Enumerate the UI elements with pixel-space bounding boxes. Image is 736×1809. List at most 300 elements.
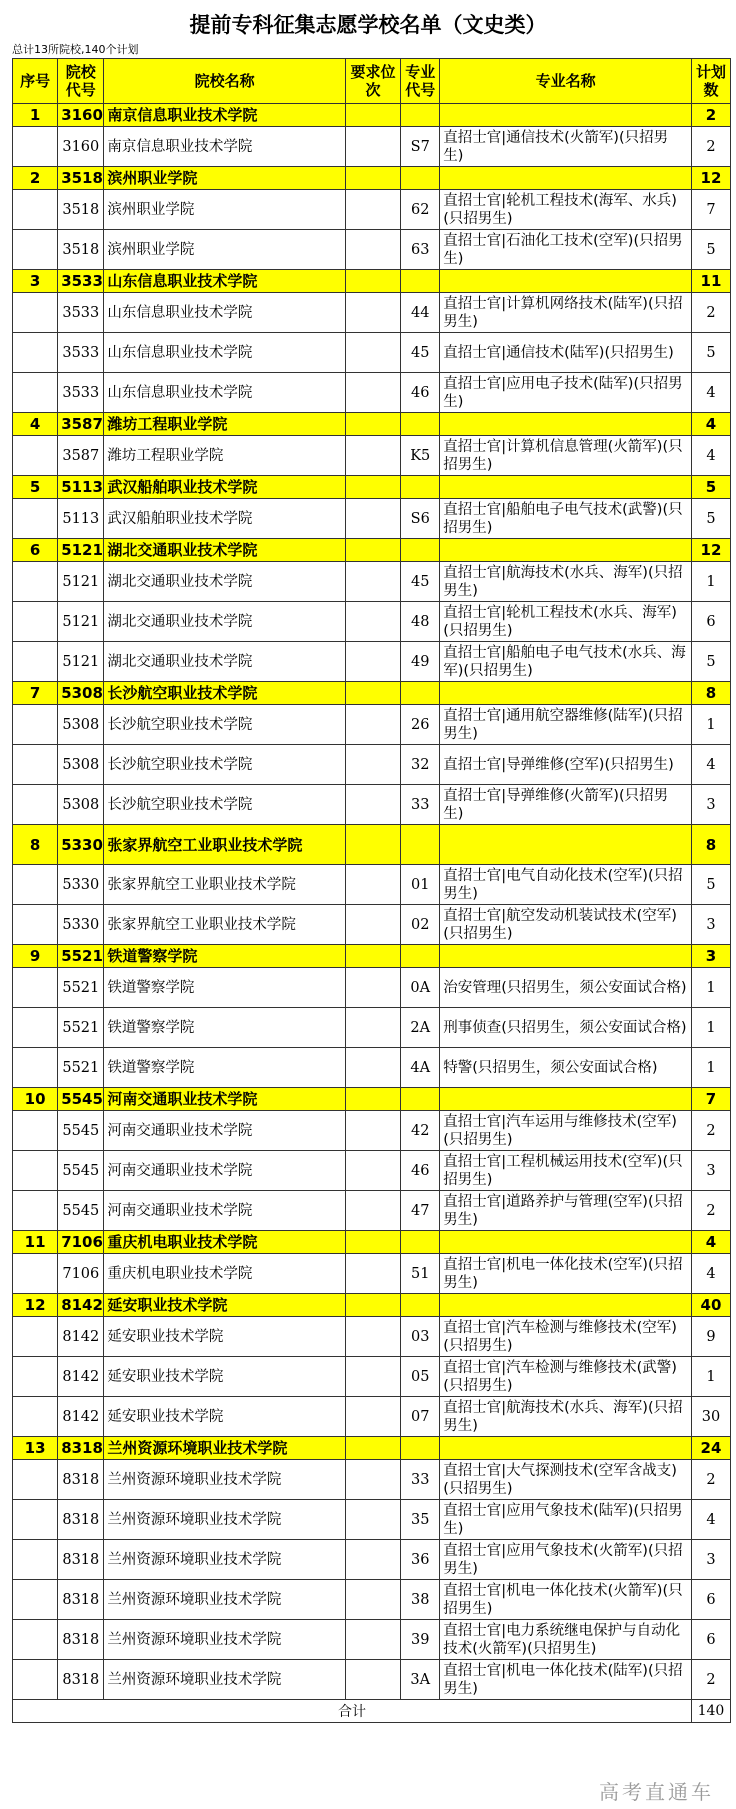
major-code: 33	[401, 785, 440, 825]
major-name: 直招士官|轮机工程技术(海军、水兵)(只招男生)	[440, 190, 692, 230]
major-code: K5	[401, 436, 440, 476]
school-row	[13, 1088, 731, 1111]
major-school-name: 潍坊工程职业学院	[104, 436, 345, 476]
major-name: 直招士官|机电一体化技术(空军)(只招男生)	[440, 1254, 692, 1294]
school-rank	[345, 413, 400, 436]
watermark-logo: 高考直通车	[599, 1780, 714, 1804]
school-rank	[345, 682, 400, 705]
major-school-name: 兰州资源环境职业技术学院	[104, 1540, 345, 1580]
major-school-name: 兰州资源环境职业技术学院	[104, 1460, 345, 1500]
school-plan: 8	[691, 682, 730, 705]
major-school-name: 湖北交通职业技术学院	[104, 562, 345, 602]
header-plan: 计划数	[691, 59, 730, 104]
major-seq	[13, 1357, 58, 1397]
school-rank	[345, 167, 400, 190]
school-major-name	[440, 682, 692, 705]
major-row	[13, 1317, 731, 1357]
major-seq	[13, 293, 58, 333]
major-code: 0A	[401, 968, 440, 1008]
school-major-code	[401, 270, 440, 293]
major-plan: 1	[691, 968, 730, 1008]
major-name: 直招士官|通信技术(陆军)(只招男生)	[440, 333, 692, 373]
major-seq	[13, 1397, 58, 1437]
school-major-code	[401, 413, 440, 436]
major-name: 直招士官|导弹维修(火箭军)(只招男生)	[440, 785, 692, 825]
major-plan: 4	[691, 745, 730, 785]
major-school-name: 山东信息职业技术学院	[104, 373, 345, 413]
major-rank	[345, 1317, 400, 1357]
school-code: 7106	[58, 1231, 104, 1254]
major-rank	[345, 705, 400, 745]
school-row	[13, 945, 731, 968]
school-name: 南京信息职业技术学院	[104, 104, 345, 127]
major-code: 45	[401, 562, 440, 602]
major-name: 直招士官|导弹维修(空军)(只招男生)	[440, 745, 692, 785]
school-plan: 8	[691, 825, 730, 865]
major-school-code: 7106	[58, 1254, 104, 1294]
major-code: 2A	[401, 1008, 440, 1048]
school-major-code	[401, 682, 440, 705]
major-plan: 3	[691, 1151, 730, 1191]
major-seq	[13, 905, 58, 945]
major-school-code: 8318	[58, 1540, 104, 1580]
major-seq	[13, 1540, 58, 1580]
major-row	[13, 333, 731, 373]
school-code: 3160	[58, 104, 104, 127]
major-school-name: 滨州职业学院	[104, 230, 345, 270]
major-code: 36	[401, 1540, 440, 1580]
major-code: S6	[401, 499, 440, 539]
major-rank	[345, 436, 400, 476]
major-school-code: 5521	[58, 968, 104, 1008]
school-seq: 11	[13, 1231, 58, 1254]
school-plan: 12	[691, 167, 730, 190]
major-name: 直招士官|应用气象技术(火箭军)(只招男生)	[440, 1540, 692, 1580]
major-name: 直招士官|机电一体化技术(火箭军)(只招男生)	[440, 1580, 692, 1620]
major-row	[13, 499, 731, 539]
major-plan: 7	[691, 190, 730, 230]
major-row	[13, 905, 731, 945]
major-plan: 5	[691, 865, 730, 905]
major-plan: 4	[691, 1254, 730, 1294]
major-plan: 1	[691, 1008, 730, 1048]
major-seq	[13, 1580, 58, 1620]
major-name: 直招士官|航海技术(水兵、海军)(只招男生)	[440, 1397, 692, 1437]
school-plan: 12	[691, 539, 730, 562]
major-row	[13, 1620, 731, 1660]
major-code: 63	[401, 230, 440, 270]
school-seq: 5	[13, 476, 58, 499]
major-school-code: 8318	[58, 1460, 104, 1500]
major-plan: 3	[691, 905, 730, 945]
major-code: S7	[401, 127, 440, 167]
school-major-name	[440, 1231, 692, 1254]
major-seq	[13, 1660, 58, 1700]
school-major-code	[401, 825, 440, 865]
major-school-code: 5121	[58, 602, 104, 642]
major-code: 48	[401, 602, 440, 642]
major-rank	[345, 602, 400, 642]
major-seq	[13, 705, 58, 745]
major-school-name: 延安职业技术学院	[104, 1357, 345, 1397]
major-school-code: 5521	[58, 1048, 104, 1088]
school-major-name	[440, 1437, 692, 1460]
major-rank	[345, 1048, 400, 1088]
major-school-name: 山东信息职业技术学院	[104, 333, 345, 373]
major-code: 01	[401, 865, 440, 905]
header-rank: 要求位次	[345, 59, 400, 104]
major-school-name: 兰州资源环境职业技术学院	[104, 1580, 345, 1620]
major-school-name: 山东信息职业技术学院	[104, 293, 345, 333]
school-code: 5121	[58, 539, 104, 562]
major-plan: 30	[691, 1397, 730, 1437]
major-seq	[13, 1008, 58, 1048]
school-code: 8142	[58, 1294, 104, 1317]
school-name: 滨州职业学院	[104, 167, 345, 190]
major-school-code: 5121	[58, 642, 104, 682]
major-plan: 6	[691, 1620, 730, 1660]
school-rank	[345, 104, 400, 127]
major-row	[13, 1048, 731, 1088]
major-code: 35	[401, 1500, 440, 1540]
school-plan: 3	[691, 945, 730, 968]
major-rank	[345, 1111, 400, 1151]
major-plan: 2	[691, 1460, 730, 1500]
major-school-name: 延安职业技术学院	[104, 1397, 345, 1437]
school-major-name	[440, 104, 692, 127]
major-code: 46	[401, 1151, 440, 1191]
major-seq	[13, 1048, 58, 1088]
school-rank	[345, 1088, 400, 1111]
school-rank	[345, 270, 400, 293]
school-major-code	[401, 167, 440, 190]
major-rank	[345, 1580, 400, 1620]
major-rank	[345, 562, 400, 602]
major-school-name: 长沙航空职业技术学院	[104, 785, 345, 825]
major-name: 直招士官|汽车运用与维修技术(空军)(只招男生)	[440, 1111, 692, 1151]
major-school-name: 重庆机电职业技术学院	[104, 1254, 345, 1294]
school-name: 潍坊工程职业学院	[104, 413, 345, 436]
school-major-name	[440, 413, 692, 436]
major-plan: 4	[691, 1500, 730, 1540]
school-code: 3587	[58, 413, 104, 436]
major-school-code: 8142	[58, 1397, 104, 1437]
major-seq	[13, 190, 58, 230]
major-rank	[345, 1008, 400, 1048]
major-row	[13, 436, 731, 476]
school-major-code	[401, 476, 440, 499]
table-body	[13, 104, 731, 1700]
major-name: 直招士官|船舶电子电气技术(水兵、海军)(只招男生)	[440, 642, 692, 682]
major-school-name: 滨州职业学院	[104, 190, 345, 230]
school-seq: 8	[13, 825, 58, 865]
major-name: 直招士官|石油化工技术(空军)(只招男生)	[440, 230, 692, 270]
table-header-row	[13, 59, 731, 104]
major-rank	[345, 499, 400, 539]
school-major-code	[401, 1437, 440, 1460]
school-row	[13, 1294, 731, 1317]
major-seq	[13, 785, 58, 825]
school-name: 武汉船舶职业技术学院	[104, 476, 345, 499]
major-name: 治安管理(只招男生，须公安面试合格)	[440, 968, 692, 1008]
major-name: 直招士官|通用航空器维修(陆军)(只招男生)	[440, 705, 692, 745]
major-code: 46	[401, 373, 440, 413]
major-seq	[13, 1500, 58, 1540]
school-code: 3533	[58, 270, 104, 293]
school-seq: 7	[13, 682, 58, 705]
major-school-code: 3533	[58, 373, 104, 413]
major-name: 直招士官|工程机械运用技术(空军)(只招男生)	[440, 1151, 692, 1191]
school-plan: 4	[691, 1231, 730, 1254]
major-rank	[345, 865, 400, 905]
school-major-code	[401, 104, 440, 127]
major-row	[13, 1460, 731, 1500]
major-code: 02	[401, 905, 440, 945]
major-name: 直招士官|大气探测技术(空军含战支)(只招男生)	[440, 1460, 692, 1500]
major-plan: 1	[691, 705, 730, 745]
header-school-code: 院校代号	[58, 59, 104, 104]
total-plan: 140	[691, 1700, 730, 1723]
total-row	[13, 1700, 731, 1723]
major-row	[13, 1540, 731, 1580]
major-row	[13, 127, 731, 167]
major-row	[13, 642, 731, 682]
major-school-code: 5113	[58, 499, 104, 539]
major-seq	[13, 1191, 58, 1231]
school-row	[13, 1437, 731, 1460]
major-row	[13, 1151, 731, 1191]
school-row	[13, 682, 731, 705]
major-plan: 2	[691, 1660, 730, 1700]
major-rank	[345, 373, 400, 413]
major-seq	[13, 642, 58, 682]
major-plan: 4	[691, 436, 730, 476]
major-seq	[13, 1151, 58, 1191]
major-name: 直招士官|轮机工程技术(水兵、海军)(只招男生)	[440, 602, 692, 642]
school-table	[12, 58, 731, 1723]
school-rank	[345, 476, 400, 499]
major-plan: 2	[691, 127, 730, 167]
major-rank	[345, 293, 400, 333]
school-name: 山东信息职业技术学院	[104, 270, 345, 293]
major-school-name: 张家界航空工业职业技术学院	[104, 865, 345, 905]
major-seq	[13, 499, 58, 539]
school-plan: 11	[691, 270, 730, 293]
school-plan: 5	[691, 476, 730, 499]
school-seq: 10	[13, 1088, 58, 1111]
major-name: 直招士官|电力系统继电保护与自动化技术(火箭军)(只招男生)	[440, 1620, 692, 1660]
major-rank	[345, 785, 400, 825]
major-plan: 3	[691, 785, 730, 825]
school-rank	[345, 1437, 400, 1460]
major-school-name: 河南交通职业技术学院	[104, 1111, 345, 1151]
major-school-name: 长沙航空职业技术学院	[104, 705, 345, 745]
school-row	[13, 167, 731, 190]
major-plan: 5	[691, 333, 730, 373]
major-rank	[345, 642, 400, 682]
major-row	[13, 1580, 731, 1620]
school-major-name	[440, 825, 692, 865]
major-plan: 1	[691, 1048, 730, 1088]
major-rank	[345, 1397, 400, 1437]
school-name: 湖北交通职业技术学院	[104, 539, 345, 562]
school-major-name	[440, 167, 692, 190]
major-name: 直招士官|航海技术(水兵、海军)(只招男生)	[440, 562, 692, 602]
major-rank	[345, 905, 400, 945]
major-row	[13, 745, 731, 785]
major-school-code: 5545	[58, 1151, 104, 1191]
major-code: 62	[401, 190, 440, 230]
major-school-code: 3518	[58, 230, 104, 270]
major-code: 05	[401, 1357, 440, 1397]
school-major-code	[401, 1088, 440, 1111]
major-name: 直招士官|机电一体化技术(陆军)(只招男生)	[440, 1660, 692, 1700]
school-major-name	[440, 476, 692, 499]
school-code: 5545	[58, 1088, 104, 1111]
school-major-code	[401, 1294, 440, 1317]
school-code: 3518	[58, 167, 104, 190]
major-plan: 5	[691, 230, 730, 270]
school-rank	[345, 945, 400, 968]
major-rank	[345, 968, 400, 1008]
school-rank	[345, 539, 400, 562]
major-name: 直招士官|计算机网络技术(陆军)(只招男生)	[440, 293, 692, 333]
major-school-name: 湖北交通职业技术学院	[104, 602, 345, 642]
major-plan: 5	[691, 499, 730, 539]
major-code: 45	[401, 333, 440, 373]
major-name: 直招士官|汽车检测与维修技术(武警)(只招男生)	[440, 1357, 692, 1397]
major-row	[13, 230, 731, 270]
major-school-code: 5308	[58, 705, 104, 745]
school-major-name	[440, 945, 692, 968]
major-school-code: 5308	[58, 745, 104, 785]
school-seq: 12	[13, 1294, 58, 1317]
school-rank	[345, 825, 400, 865]
major-school-code: 8142	[58, 1317, 104, 1357]
major-rank	[345, 1151, 400, 1191]
major-name: 直招士官|应用电子技术(陆军)(只招男生)	[440, 373, 692, 413]
major-row	[13, 190, 731, 230]
major-code: 39	[401, 1620, 440, 1660]
school-name: 张家界航空工业职业技术学院	[104, 825, 345, 865]
major-row	[13, 1111, 731, 1151]
major-seq	[13, 1254, 58, 1294]
page-title: 提前专科征集志愿学校名单（文史类）	[189, 13, 547, 37]
school-row	[13, 825, 731, 865]
school-name: 河南交通职业技术学院	[104, 1088, 345, 1111]
major-seq	[13, 1460, 58, 1500]
school-plan: 24	[691, 1437, 730, 1460]
major-name: 直招士官|计算机信息管理(火箭军)(只招男生)	[440, 436, 692, 476]
school-name: 延安职业技术学院	[104, 1294, 345, 1317]
major-plan: 9	[691, 1317, 730, 1357]
major-school-code: 5308	[58, 785, 104, 825]
school-name: 铁道警察学院	[104, 945, 345, 968]
header-major-code: 专业代号	[401, 59, 440, 104]
major-school-name: 铁道警察学院	[104, 1008, 345, 1048]
major-school-name: 张家界航空工业职业技术学院	[104, 905, 345, 945]
school-row	[13, 476, 731, 499]
major-school-name: 兰州资源环境职业技术学院	[104, 1500, 345, 1540]
school-plan: 7	[691, 1088, 730, 1111]
major-name: 直招士官|通信技术(火箭军)(只招男生)	[440, 127, 692, 167]
school-major-code	[401, 945, 440, 968]
major-rank	[345, 1460, 400, 1500]
major-code: 44	[401, 293, 440, 333]
major-school-code: 3518	[58, 190, 104, 230]
major-seq	[13, 865, 58, 905]
major-school-code: 3533	[58, 333, 104, 373]
major-plan: 1	[691, 562, 730, 602]
major-school-code: 5521	[58, 1008, 104, 1048]
major-name: 直招士官|道路养护与管理(空军)(只招男生)	[440, 1191, 692, 1231]
major-code: 42	[401, 1111, 440, 1151]
school-code: 8318	[58, 1437, 104, 1460]
summary-text: 总计13所院校,140个计划	[12, 43, 139, 56]
school-seq: 3	[13, 270, 58, 293]
major-row	[13, 1397, 731, 1437]
major-rank	[345, 1660, 400, 1700]
school-seq: 4	[13, 413, 58, 436]
major-school-name: 河南交通职业技术学院	[104, 1191, 345, 1231]
school-major-name	[440, 1088, 692, 1111]
major-code: 32	[401, 745, 440, 785]
school-code: 5521	[58, 945, 104, 968]
major-seq	[13, 1317, 58, 1357]
school-major-name	[440, 1294, 692, 1317]
total-label: 合计	[13, 1700, 692, 1723]
major-school-name: 兰州资源环境职业技术学院	[104, 1660, 345, 1700]
major-seq	[13, 436, 58, 476]
major-rank	[345, 1500, 400, 1540]
major-plan: 6	[691, 602, 730, 642]
major-row	[13, 968, 731, 1008]
school-plan: 4	[691, 413, 730, 436]
major-row	[13, 1660, 731, 1700]
school-name: 长沙航空职业技术学院	[104, 682, 345, 705]
major-name: 直招士官|电气自动化技术(空军)(只招男生)	[440, 865, 692, 905]
major-school-code: 5330	[58, 865, 104, 905]
major-row	[13, 293, 731, 333]
school-seq: 13	[13, 1437, 58, 1460]
major-row	[13, 705, 731, 745]
major-seq	[13, 230, 58, 270]
major-row	[13, 1500, 731, 1540]
major-school-name: 延安职业技术学院	[104, 1317, 345, 1357]
major-school-name: 武汉船舶职业技术学院	[104, 499, 345, 539]
major-row	[13, 865, 731, 905]
school-rank	[345, 1294, 400, 1317]
major-school-code: 5545	[58, 1191, 104, 1231]
major-school-name: 河南交通职业技术学院	[104, 1151, 345, 1191]
major-school-name: 湖北交通职业技术学院	[104, 642, 345, 682]
major-rank	[345, 1357, 400, 1397]
major-name: 直招士官|汽车检测与维修技术(空军)(只招男生)	[440, 1317, 692, 1357]
major-school-code: 3587	[58, 436, 104, 476]
major-row	[13, 1191, 731, 1231]
major-school-name: 南京信息职业技术学院	[104, 127, 345, 167]
header-major-name: 专业名称	[440, 59, 692, 104]
school-row	[13, 1231, 731, 1254]
school-row	[13, 539, 731, 562]
major-name: 特警(只招男生，须公安面试合格)	[440, 1048, 692, 1088]
major-school-name: 长沙航空职业技术学院	[104, 745, 345, 785]
school-name: 重庆机电职业技术学院	[104, 1231, 345, 1254]
major-plan: 6	[691, 1580, 730, 1620]
school-code: 5330	[58, 825, 104, 865]
header-seq: 序号	[13, 59, 58, 104]
major-row	[13, 1254, 731, 1294]
